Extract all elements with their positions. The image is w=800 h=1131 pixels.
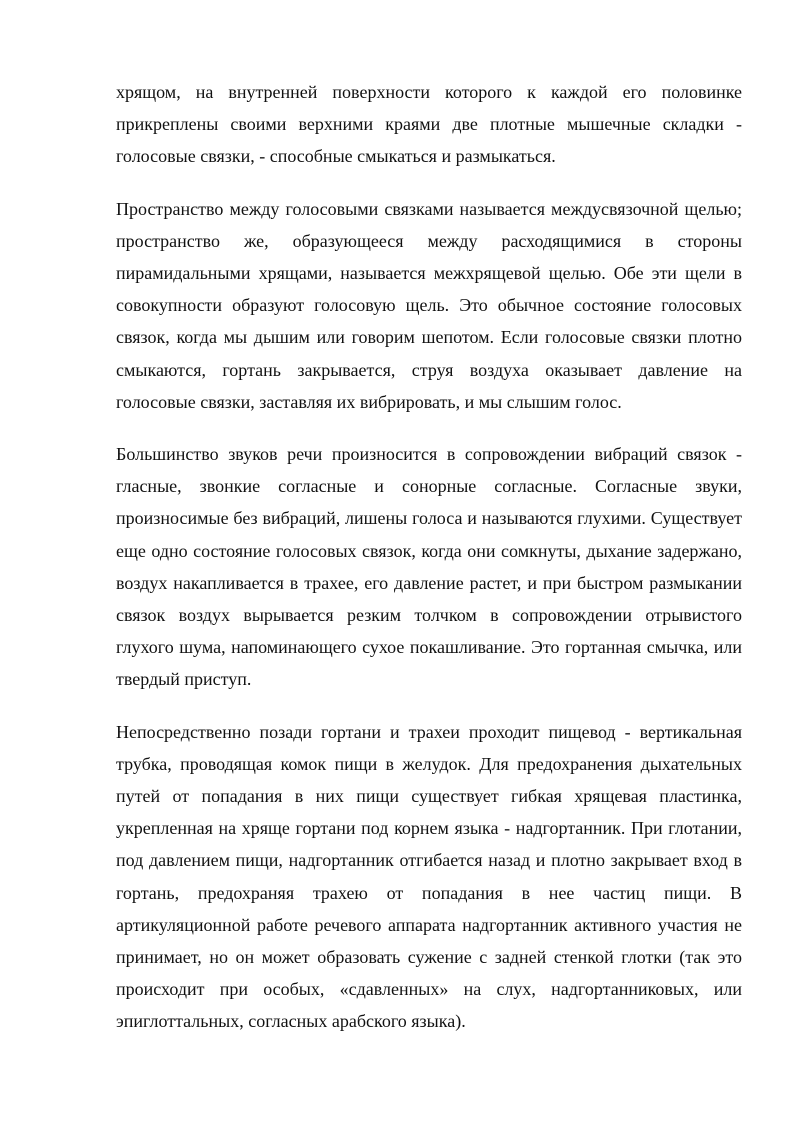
document-page <box>116 76 742 1058</box>
paragraph-1: хрящом, на внутренней поверхности которого к каждой его половинке прикреплены своими верхними краями две плотные мышечные складки - голосовые связки, - способные смыкаться и размыкаться. <box>116 82 742 167</box>
paragraph-3: Большинство звуков речи произносится в сопровождении вибраций связок - гласные, звонкие согласные и сонорные согласные. Согласные звуки, произносимые без вибраций, лишены голоса и называются глухими. Существует еще одно состояние голосовых связок, когда они сомкнуты, дыхание задержано, воздух накапливается в трахее, его давление растет, и при быстром размыкании связок воздух вырывается резким толчком в сопровождении отрывистого глухого шума, напоминающего сухое покашливание. Это гортанная смычка, или твердый приступ. <box>116 444 742 690</box>
paragraph-2: Пространство между голосовыми связками называется междусвязочной щелью; пространство же, образующееся между расходящимися в стороны пирамидальными хрящами, называется межхрящевой щелью. Обе эти щели в совокупности образуют голосовую щель. Это обычное состояние голосовых связок, когда мы дышим или говорим шепотом. Если голосовые связки плотно смыкаются, гортань закрывается, струя воздуха оказывает давление на голосовые связки, заставляя их вибрировать, и мы слышим голос. <box>116 198 742 412</box>
paragraph-4: Непосредственно позади гортани и трахеи проходит пищевод - вертикальная трубка, проводящая комок пищи в желудок. Для предохранения дыхательных путей от попадания в них пищи существует гибкая хрящевая пластинка, укрепленная на хряще гортани под корнем языка - надгортанник. При глотании, под давлением пищи, надгортанник отгибается назад и плотно закрывает вход в гортань, предохраняя трахею от попадания в нее частиц пищи. В артикуляционной работе речевого аппарата надгортанник активного участия не принимает, но он может образовать сужение с задней стенкой глотки (так это происходит при особых, «сдавленных» на слух, надгортанниковых, или эпиглоттальных, согласных арабского языка). <box>116 721 742 1032</box>
